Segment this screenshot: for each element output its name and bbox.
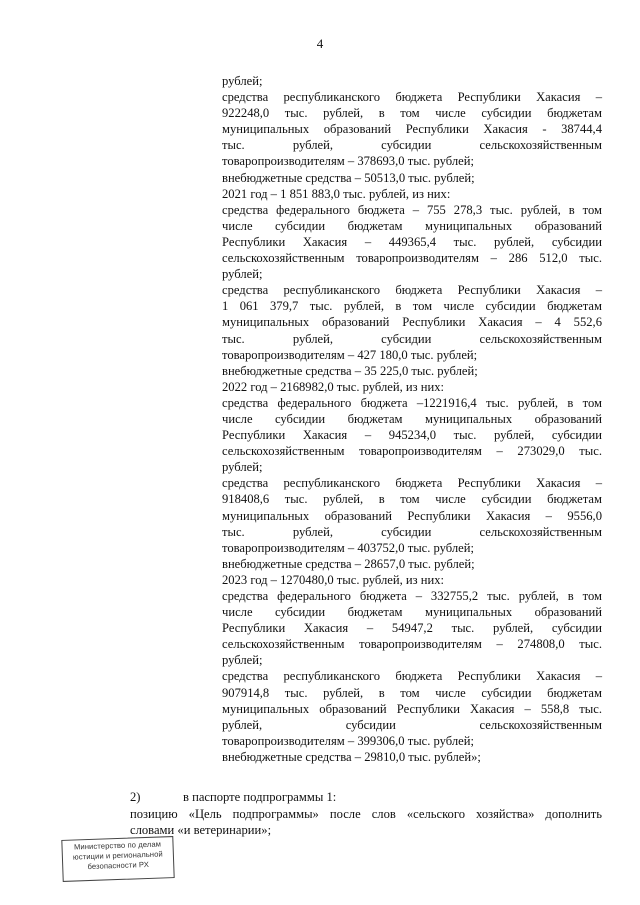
- text-line: рублей;: [222, 74, 263, 88]
- text-line: средства федерального бюджета –1221916,4 тыс. рублей, в том: [222, 395, 602, 410]
- amendment-text: [130, 806, 602, 838]
- text-line: 2023 год – 1270480,0 тыс. рублей, из них:: [222, 572, 445, 587]
- text-line: средства федерального бюджета – 332755,2 тыс. рублей, в том: [222, 589, 602, 603]
- text-line: тыс. рублей, субсидии сельскохозяйственным: [222, 524, 602, 539]
- list-item-number: 2): [130, 790, 141, 804]
- text-line: 918408,6 тыс. рублей, в том числе субсидии бюджетам: [222, 492, 602, 507]
- stamp-line: безопасности РХ: [87, 859, 150, 872]
- text-line: товаропроизводителям – 399306,0 тыс. рублей;: [222, 733, 475, 748]
- text-line: числе субсидии бюджетам муниципальных образований: [222, 411, 602, 426]
- text-line: муниципальных образований Республики Хакасия - 38744,4: [222, 122, 602, 137]
- text-line: рублей;: [222, 653, 263, 668]
- text-line: внебюджетные средства – 28657,0 тыс. рублей;: [222, 556, 475, 571]
- text-line: словами «и ветеринарии»;: [130, 823, 272, 838]
- list-item-text: в паспорте подпрограммы 1:: [183, 790, 337, 804]
- text-line: 1 061 379,7 тыс. рублей, в том числе субсидии бюджетам: [222, 299, 602, 314]
- text-line: Республики Хакасия – 945234,0 тыс. рублей, субсидии: [222, 428, 602, 443]
- text-line: 922248,0 тыс. рублей, в том числе субсидии бюджетам: [222, 106, 602, 121]
- stamp-line: Министерство по делам: [73, 839, 162, 852]
- text-line: Республики Хакасия – 449365,4 тыс. рублей, субсидии: [222, 234, 602, 249]
- text-line: муниципальных образований Республики Хакасия – 4 552,6: [222, 315, 602, 330]
- text-line: рублей;: [222, 267, 263, 282]
- text-line: товаропроизводителям – 378693,0 тыс. рублей;: [222, 154, 475, 169]
- text-line: числе субсидии бюджетам муниципальных образований: [222, 218, 602, 233]
- budget-funding-text: [222, 73, 602, 765]
- text-line: внебюджетные средства – 50513,0 тыс. рублей;: [222, 170, 475, 185]
- text-line: средства республиканского бюджета Республики Хакасия –: [222, 669, 602, 684]
- text-line: числе субсидии бюджетам муниципальных образований: [222, 605, 602, 620]
- text-line: сельскохозяйственным товаропроизводителям – 274808,0 тыс.: [222, 637, 602, 652]
- text-line: 2022 год – 2168982,0 тыс. рублей, из них:: [222, 379, 445, 394]
- text-line: средства федерального бюджета – 755 278,3 тыс. рублей, в том: [222, 202, 602, 217]
- text-line: товаропроизводителям – 427 180,0 тыс. рублей;: [222, 347, 478, 362]
- text-line: позицию «Цель подпрограммы» после слов «сельского хозяйства» дополнить: [130, 807, 602, 821]
- text-line: 907914,8 тыс. рублей, в том числе субсидии бюджетам: [222, 685, 602, 700]
- text-line: сельскохозяйственным товаропроизводителям – 273029,0 тыс.: [222, 444, 602, 459]
- text-line: средства республиканского бюджета Республики Хакасия –: [222, 283, 602, 298]
- ministry-stamp: [61, 836, 174, 882]
- text-line: рублей;: [222, 460, 263, 475]
- stamp-line: юстиции и региональной: [72, 849, 163, 862]
- text-line: тыс. рублей, субсидии сельскохозяйственным: [222, 331, 602, 346]
- text-line: средства республиканского бюджета Республики Хакасия –: [222, 476, 602, 491]
- text-line: тыс. рублей, субсидии сельскохозяйственным: [222, 138, 602, 153]
- text-line: рублей, субсидии сельскохозяйственным: [222, 717, 602, 732]
- text-line: Республики Хакасия – 54947,2 тыс. рублей, субсидии: [222, 621, 602, 636]
- text-line: средства республиканского бюджета Республики Хакасия –: [222, 90, 602, 105]
- text-line: товаропроизводителям – 403752,0 тыс. рублей;: [222, 540, 475, 555]
- text-line: внебюджетные средства – 35 225,0 тыс. рублей;: [222, 363, 478, 378]
- text-line: 2021 год – 1 851 883,0 тыс. рублей, из них:: [222, 186, 451, 201]
- page-number: 4: [316, 36, 324, 51]
- text-line: муниципальных образований Республики Хакасия – 558,8 тыс.: [222, 701, 602, 716]
- text-line: сельскохозяйственным товаропроизводителям – 286 512,0 тыс.: [222, 251, 602, 266]
- text-line: внебюджетные средства – 29810,0 тыс. рублей»;: [222, 749, 481, 764]
- text-line: муниципальных образований Республики Хакасия – 9556,0: [222, 508, 602, 523]
